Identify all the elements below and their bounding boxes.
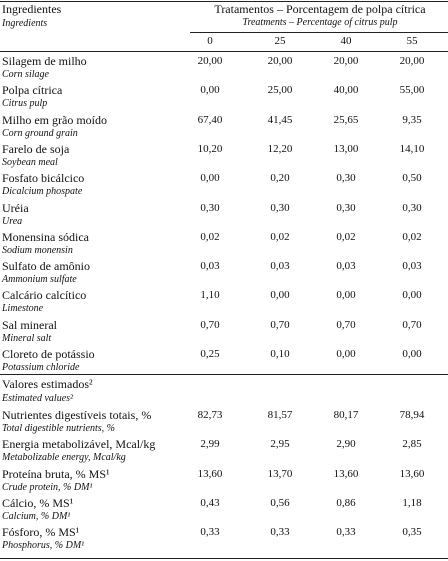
row-label: Farelo de soja xyxy=(2,142,70,156)
treatments-header: Tratamentos – Porcentagem de polpa cítrica xyxy=(214,2,426,16)
row-label: Sal mineral xyxy=(2,318,57,332)
row-label: Nutrientes digestíveis totais, % xyxy=(2,408,152,422)
bottom-rule xyxy=(0,558,448,559)
row-value: 0,56 xyxy=(270,497,290,509)
row-label-en: Mineral salt xyxy=(2,333,52,344)
row-value: 0,70 xyxy=(402,319,422,331)
row-value: 80,17 xyxy=(333,409,359,421)
row-label: Cloreto de potássio xyxy=(2,347,95,361)
row-value: 2,99 xyxy=(200,438,220,450)
row-value: 2,95 xyxy=(270,438,290,450)
row-value: 0,33 xyxy=(336,526,356,538)
row-value: 0,33 xyxy=(200,526,220,538)
row-value: 0,33 xyxy=(270,526,290,538)
row-value: 20,00 xyxy=(267,55,293,67)
level-header-55: 55 xyxy=(406,35,418,47)
level-header-0: 0 xyxy=(207,35,213,47)
row-label-en: Ammonium sulfate xyxy=(2,274,77,285)
row-label: Fosfato bicálcico xyxy=(2,171,85,185)
row-label-en: Crude protein, % DM¹ xyxy=(2,482,93,493)
row-value: 81,57 xyxy=(267,409,293,421)
treatments-rule xyxy=(190,32,448,33)
row-value: 0,10 xyxy=(270,348,290,360)
row-value: 67,40 xyxy=(197,114,223,126)
row-label-en: Sodium monensin xyxy=(2,245,73,256)
treatments-header-en: Treatments – Percentage of citrus pulp xyxy=(242,17,398,28)
row-value: 78,94 xyxy=(399,409,425,421)
header-rule xyxy=(0,51,448,52)
row-value: 20,00 xyxy=(399,55,425,67)
row-value: 0,70 xyxy=(200,319,220,331)
row-label: Proteína bruta, % MS¹ xyxy=(2,467,110,481)
row-value: 25,00 xyxy=(267,84,293,96)
row-label-en: Potassium chloride xyxy=(2,362,80,373)
row-value: 0,70 xyxy=(270,319,290,331)
row-value: 0,25 xyxy=(200,348,220,360)
row-value: 0,00 xyxy=(402,289,422,301)
row-value: 13,70 xyxy=(267,468,293,480)
row-value: 13,60 xyxy=(333,468,359,480)
row-value: 0,30 xyxy=(270,202,290,214)
row-value: 20,00 xyxy=(333,55,359,67)
row-value: 12,20 xyxy=(267,143,293,155)
row-label: Milho em grão moído xyxy=(2,113,107,127)
row-value: 20,00 xyxy=(197,55,223,67)
row-label-en: Metabolizable energy, Mcal/kg xyxy=(2,452,126,463)
row-label-en: Limestone xyxy=(2,303,44,314)
row-value: 2,90 xyxy=(336,438,356,450)
row-value: 0,03 xyxy=(402,260,422,272)
row-value: 0,30 xyxy=(200,202,220,214)
row-value: 0,02 xyxy=(200,231,220,243)
row-value: 0,30 xyxy=(336,172,356,184)
row-label-en: Dicalcium phospate xyxy=(2,186,83,197)
level-header-25: 25 xyxy=(274,35,286,47)
row-value: 0,35 xyxy=(402,526,422,538)
row-value: 9,35 xyxy=(402,114,422,126)
row-value: 1,18 xyxy=(402,497,422,509)
row-value: 14,10 xyxy=(399,143,425,155)
row-label-en: Calcium, % DM¹ xyxy=(2,511,71,522)
row-value: 25,65 xyxy=(333,114,359,126)
row-value: 0,03 xyxy=(200,260,220,272)
row-value: 0,30 xyxy=(336,202,356,214)
row-value: 0,70 xyxy=(336,319,356,331)
row-value: 2,85 xyxy=(402,438,422,450)
row-label-en: Total digestible nutrients, % xyxy=(2,423,115,434)
row-value: 0,00 xyxy=(402,348,422,360)
row-value: 0,02 xyxy=(402,231,422,243)
estimated-values-title-en: Estimated values² xyxy=(2,393,74,404)
row-value: 55,00 xyxy=(399,84,425,96)
row-value: 0,30 xyxy=(402,202,422,214)
row-value: 0,00 xyxy=(336,348,356,360)
row-value: 82,73 xyxy=(197,409,223,421)
row-label: Energia metabolizável, Mcal/kg xyxy=(2,437,156,451)
row-label-en: Soybean meal xyxy=(2,157,58,168)
row-label: Sulfato de amônio xyxy=(2,259,90,273)
row-value: 40,00 xyxy=(333,84,359,96)
row-label: Fósforo, % MS¹ xyxy=(2,525,80,539)
row-value: 0,50 xyxy=(402,172,422,184)
row-value: 13,60 xyxy=(399,468,425,480)
row-value: 13,00 xyxy=(333,143,359,155)
row-label-en: Phosphorus, % DM¹ xyxy=(2,540,85,551)
row-value: 13,60 xyxy=(197,468,223,480)
ingredients-header: Ingredientes xyxy=(2,2,62,16)
row-label: Silagem de milho xyxy=(2,54,87,68)
ingredients-header-en: Ingredients xyxy=(2,18,48,29)
row-value: 0,02 xyxy=(336,231,356,243)
level-header-40: 40 xyxy=(340,35,352,47)
row-value: 0,03 xyxy=(270,260,290,272)
section-rule xyxy=(0,374,448,375)
row-value: 41,45 xyxy=(267,114,293,126)
row-value: 0,20 xyxy=(270,172,290,184)
estimated-values-title: Valores estimados² xyxy=(2,377,93,391)
row-value: 10,20 xyxy=(197,143,223,155)
row-label: Calcário calcítico xyxy=(2,288,87,302)
row-value: 0,00 xyxy=(200,84,220,96)
row-label: Cálcio, % MS¹ xyxy=(2,496,74,510)
row-label-en: Corn ground grain xyxy=(2,128,78,139)
row-value: 0,02 xyxy=(270,231,290,243)
row-value: 0,00 xyxy=(336,289,356,301)
row-value: 0,86 xyxy=(336,497,356,509)
row-label: Polpa cítrica xyxy=(2,83,63,97)
row-value: 1,10 xyxy=(200,289,220,301)
row-label: Uréia xyxy=(2,201,29,215)
row-label-en: Corn silage xyxy=(2,69,49,80)
row-label-en: Urea xyxy=(2,216,23,227)
row-value: 0,03 xyxy=(336,260,356,272)
row-value: 0,00 xyxy=(200,172,220,184)
row-value: 0,00 xyxy=(270,289,290,301)
row-label-en: Citrus pulp xyxy=(2,98,48,109)
row-value: 0,43 xyxy=(200,497,220,509)
row-label: Monensina sódica xyxy=(2,230,89,244)
